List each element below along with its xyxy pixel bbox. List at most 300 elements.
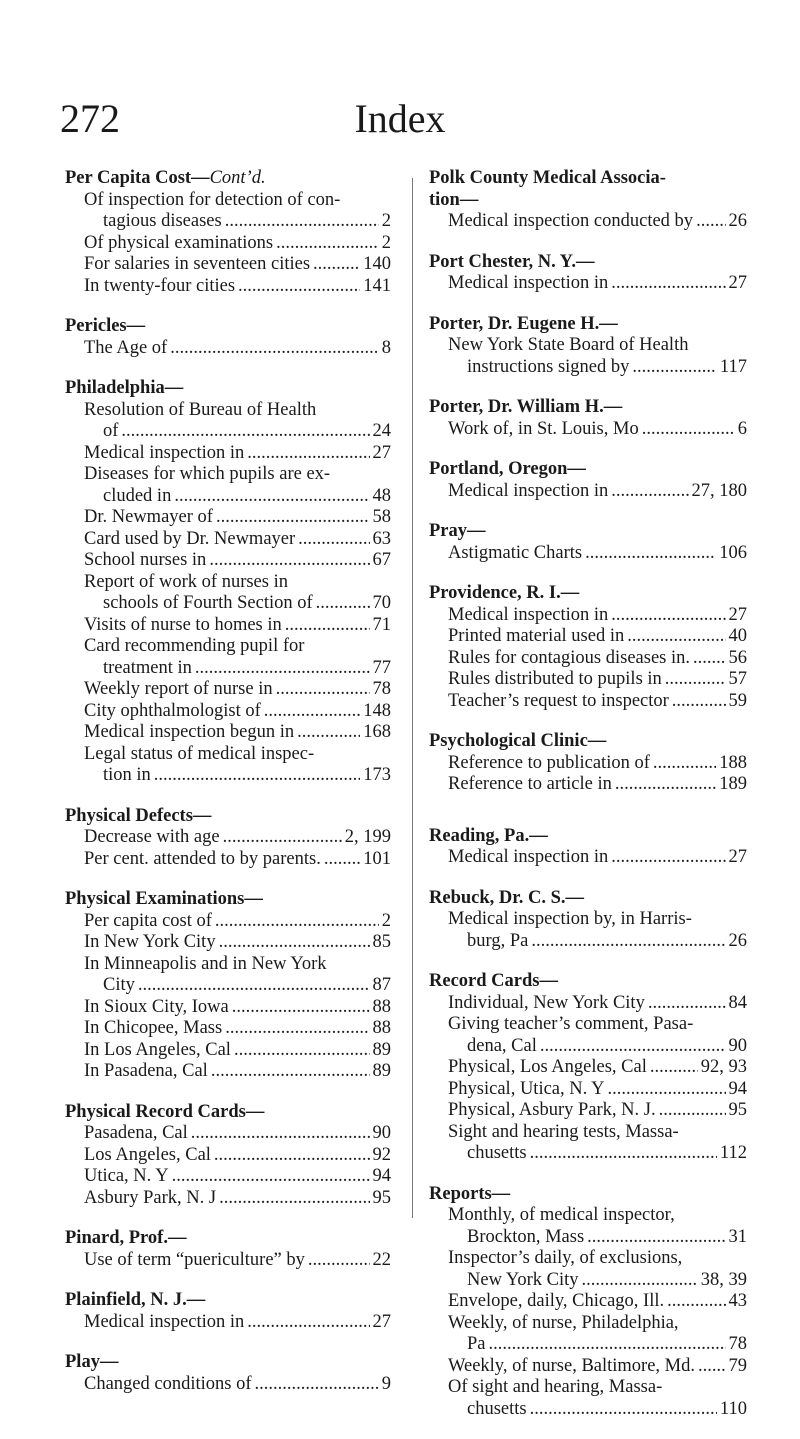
subentry-line (84, 765, 391, 787)
subentry-line (84, 1018, 391, 1040)
page-ref: 92 (372, 1144, 391, 1165)
entry-heading-text: Record Cards— (429, 971, 558, 991)
page-ref: 48 (372, 485, 391, 506)
subentry-text: Medical inspection in (448, 273, 609, 293)
page-ref: 106 (719, 542, 747, 563)
subentry-line (448, 1291, 747, 1313)
page-ref: 168 (363, 722, 391, 742)
subentry-text: Diseases for which pupils are ex- (84, 464, 331, 484)
leader-dots (297, 722, 360, 744)
subentry-line (448, 993, 747, 1015)
subentry-text: In New York City (84, 932, 216, 952)
subentry-line (84, 1061, 391, 1083)
subentry-line (448, 847, 747, 869)
entry-heading (429, 252, 747, 274)
page-ref: 9 (381, 1373, 391, 1394)
subentry-line (448, 211, 747, 233)
entry-subentries (429, 481, 747, 503)
leader-dots (255, 1374, 379, 1396)
entry-heading-text: Reports— (429, 1183, 511, 1204)
page-ref: 2 (381, 211, 391, 231)
leader-dots (174, 486, 369, 508)
page-ref: 90 (372, 1123, 391, 1143)
page-ref: 84 (728, 992, 747, 1013)
entry-heading-text: Plainfield, N. J.— (65, 1290, 206, 1310)
page-ref: 188 (719, 752, 747, 773)
index-entry (429, 314, 747, 379)
subentry-text: Visits of nurse to homes in (84, 614, 282, 635)
entry-heading (429, 826, 747, 848)
entry-subentries (429, 273, 747, 295)
entry-heading (65, 378, 391, 400)
entry-subentries (429, 847, 747, 869)
subentry-line (448, 1100, 747, 1122)
leader-dots (225, 1018, 369, 1040)
subentry-text: Physical, Utica, N. Y (448, 1078, 605, 1099)
subentry-text: Of sight and hearing, Massa- (448, 1377, 663, 1397)
subentry-line (448, 753, 747, 775)
page-ref: 92, 93 (700, 1057, 747, 1077)
leader-dots (216, 507, 370, 529)
page-ref: 101 (363, 848, 391, 869)
page-ref: 94 (372, 1166, 391, 1186)
subentry-line (84, 615, 391, 637)
page-ref: 57 (728, 669, 747, 689)
subentry-text: chusetts (467, 1143, 527, 1163)
entry-subentries (65, 1123, 391, 1209)
page-ref: 95 (372, 1187, 391, 1208)
leader-dots (540, 1036, 726, 1058)
leader-dots (531, 931, 725, 953)
subentry-line (84, 701, 391, 723)
index-column-right (429, 168, 747, 1439)
leader-dots (672, 691, 726, 713)
subentry-line-wrapped (84, 190, 391, 212)
subentry-text: In Pasadena, Cal (84, 1061, 208, 1081)
subentry-text: Individual, New York City (448, 992, 645, 1013)
subentry-line-wrapped (448, 1014, 747, 1036)
index-entry (429, 521, 747, 564)
leader-dots (285, 615, 370, 637)
leader-dots (316, 593, 370, 615)
subentry-line-wrapped (448, 1205, 747, 1227)
subentry-line (448, 1334, 747, 1356)
subentry-text: Pa (467, 1334, 486, 1354)
entry-heading-text: Providence, R. I.— (429, 583, 580, 603)
subentry-line (448, 626, 747, 648)
page-ref: 173 (363, 765, 391, 785)
subentry-text: Per capita cost of (84, 910, 212, 931)
leader-dots (211, 1061, 370, 1083)
page-ref: 70 (372, 593, 391, 613)
subentry-text: Use of term “puericulture” by (84, 1249, 305, 1270)
entry-subentries (429, 211, 747, 233)
subentry-text: Medical inspection by, in Harris- (448, 909, 692, 929)
page-ref: 94 (728, 1078, 747, 1099)
subentry-line (84, 932, 391, 954)
index-entry (65, 889, 391, 1083)
subentry-line-wrapped (448, 335, 747, 357)
subentry-text: tion in (103, 765, 151, 785)
subentry-line (84, 679, 391, 701)
subentry-line (84, 593, 391, 615)
subentry-line (84, 658, 391, 680)
subentry-text: School nurses in (84, 550, 207, 570)
entry-heading-continuation: tion— (429, 189, 479, 210)
leader-dots (530, 1143, 717, 1165)
subentry-text: Of physical examinations (84, 232, 274, 253)
leader-dots (219, 932, 370, 954)
leader-dots (225, 211, 379, 233)
leader-dots (215, 911, 379, 933)
subentry-line (84, 550, 391, 572)
page-ref: 88 (372, 996, 391, 1017)
subentry-text: Physical, Asbury Park, N. J. (448, 1100, 656, 1120)
page-header (0, 95, 800, 155)
entry-heading (429, 168, 747, 190)
entry-heading (429, 971, 747, 993)
leader-dots (587, 1227, 725, 1249)
index-entry (429, 888, 747, 953)
subentry-line (448, 1036, 747, 1058)
leader-dots (648, 993, 726, 1015)
subentry-text: New York State Board of Health (448, 335, 689, 355)
subentry-text: Sight and hearing tests, Massa- (448, 1121, 679, 1142)
index-entry (429, 252, 747, 295)
leader-dots (195, 658, 370, 680)
leader-dots (696, 211, 725, 233)
subentry-text: Astigmatic Charts (448, 542, 583, 563)
subentry-text: New York City (467, 1269, 579, 1290)
subentry-text: tagious diseases (103, 211, 222, 231)
subentry-text: Envelope, daily, Chicago, Ill. (448, 1291, 665, 1311)
subentry-line-wrapped (84, 572, 391, 594)
leader-dots (611, 847, 725, 869)
subentry-line (84, 1040, 391, 1062)
leader-dots (324, 849, 360, 871)
page-ref: 89 (372, 1061, 391, 1081)
subentry-line-wrapped (448, 1377, 747, 1399)
subentry-line (84, 1123, 391, 1145)
index-entry (65, 378, 391, 787)
entry-heading (65, 806, 391, 828)
leader-dots (665, 669, 726, 691)
subentry-line (84, 911, 391, 933)
subentry-text: Brockton, Mass (467, 1226, 585, 1247)
subentry-text: Los Angeles, Cal (84, 1144, 211, 1165)
entry-subentries (429, 1205, 747, 1420)
page-ref: 85 (372, 932, 391, 952)
entry-heading-text: Psychological Clinic— (429, 731, 607, 751)
subentry-text: burg, Pa (467, 930, 529, 951)
page-ref: 78 (372, 679, 391, 699)
entry-heading-text: Play— (65, 1352, 119, 1372)
subentry-text: In twenty-four cities (84, 275, 236, 296)
leader-dots (611, 481, 688, 503)
subentry-line (84, 486, 391, 508)
page-ref: 31 (728, 1226, 747, 1247)
leader-dots (298, 529, 369, 551)
entry-heading-text: Portland, Oregon— (429, 459, 586, 479)
entry-heading-text: Porter, Dr. Eugene H.— (429, 313, 618, 334)
entry-subentries (429, 909, 747, 952)
page-ref: 112 (719, 1143, 747, 1163)
column-divider (412, 178, 413, 1218)
entry-heading (429, 583, 747, 605)
subentry-line (84, 421, 391, 443)
subentry-text: Medical inspection in (448, 480, 609, 501)
page-ref: 22 (372, 1249, 391, 1270)
subentry-line (448, 648, 747, 670)
subentry-text: chusetts (467, 1398, 527, 1419)
leader-dots (611, 273, 725, 295)
page-ref: 6 (737, 418, 747, 439)
leader-dots (653, 753, 716, 775)
index-entry (429, 459, 747, 502)
subentry-line (84, 1374, 391, 1396)
page-ref: 77 (372, 657, 391, 678)
subentry-text: Pasadena, Cal (84, 1123, 188, 1143)
entry-heading (429, 731, 747, 753)
entry-heading (429, 314, 747, 336)
leader-dots (611, 605, 725, 627)
leader-dots (154, 765, 360, 787)
subentry-text: of (103, 421, 119, 441)
subentry-line (448, 691, 747, 713)
entry-heading-text: Pray— (429, 521, 486, 541)
leader-dots (585, 543, 716, 565)
leader-dots (667, 1291, 725, 1313)
index-entry (65, 316, 391, 359)
leader-dots (530, 1399, 717, 1421)
page-ref: 2 (381, 232, 391, 253)
subentry-line (448, 357, 747, 379)
subentry-line (448, 1270, 747, 1292)
entry-heading-text: Physical Examinations— (65, 889, 263, 909)
index-entry (65, 1290, 391, 1333)
entry-heading-text: Pericles— (65, 316, 146, 336)
subentry-line (448, 605, 747, 627)
leader-dots (608, 1079, 726, 1101)
subentry-text: In Sioux City, Iowa (84, 996, 229, 1017)
leader-dots (172, 1166, 370, 1188)
leader-dots (650, 1057, 698, 1079)
leader-dots (121, 421, 369, 443)
index-entry (429, 397, 747, 440)
page-ref: 189 (719, 774, 747, 794)
leader-dots (693, 648, 726, 670)
index-entry (65, 168, 391, 297)
subentry-text: City ophthalmologist of (84, 700, 261, 721)
entry-subentries (429, 543, 747, 565)
page-ref: 110 (719, 1398, 747, 1419)
subentry-line (448, 774, 747, 796)
page-ref: 27 (728, 604, 747, 625)
leader-dots (642, 419, 735, 441)
entry-subentries (429, 605, 747, 713)
entry-heading (429, 1184, 747, 1206)
subentry-line (84, 254, 391, 276)
index-column-left (65, 168, 391, 1414)
subentry-line-wrapped (448, 1122, 747, 1144)
entry-subentries (429, 753, 747, 796)
subentry-line (448, 1399, 747, 1421)
leader-dots (615, 774, 716, 796)
subentry-line-wrapped (448, 1248, 747, 1270)
entry-heading (65, 889, 391, 911)
page-ref: 26 (728, 930, 747, 951)
subentry-line-wrapped (448, 909, 747, 931)
page-ref: 58 (372, 507, 391, 527)
entry-subentries (65, 827, 391, 870)
subentry-text: instructions signed by (467, 356, 630, 377)
subentry-text: Legal status of medical inspec- (84, 743, 315, 764)
subentry-line (448, 273, 747, 295)
page-ref: 27 (372, 1311, 391, 1332)
subentry-line (84, 722, 391, 744)
leader-dots (632, 357, 717, 379)
subentry-line-wrapped (84, 744, 391, 766)
leader-dots (247, 1312, 369, 1334)
index-entry (429, 1184, 747, 1421)
page-ref: 8 (381, 337, 391, 358)
page-ref: 79 (728, 1355, 747, 1376)
page-ref: 67 (372, 550, 391, 570)
subentry-text: Medical inspection in (448, 847, 609, 867)
page-ref: 59 (728, 690, 747, 711)
subentry-line (84, 211, 391, 233)
subentry-text: Medical inspection in (448, 604, 609, 625)
entry-subentries (429, 335, 747, 378)
subentry-text: Card used by Dr. Newmayer (84, 528, 296, 549)
subentry-line (448, 669, 747, 691)
subentry-line (84, 233, 391, 255)
subentry-line (84, 1145, 391, 1167)
subentry-line (448, 481, 747, 503)
subentry-line (448, 543, 747, 565)
leader-dots (238, 276, 360, 298)
subentry-text: Medical inspection begun in (84, 722, 295, 742)
subentry-text: Weekly, of nurse, Baltimore, Md. (448, 1355, 696, 1376)
entry-subentries (65, 1250, 391, 1272)
entry-heading-text: Reading, Pa.— (429, 825, 548, 846)
subentry-line (84, 443, 391, 465)
subentry-text: Reference to publication of (448, 752, 650, 773)
subentry-line (84, 1250, 391, 1272)
subentry-line (84, 1188, 391, 1210)
leader-dots (232, 997, 370, 1019)
subentry-text: Card recommending pupil for (84, 636, 305, 656)
subentry-text: Dr. Newmayer of (84, 507, 213, 527)
subentry-text: Teacher’s request to inspector (448, 690, 669, 711)
subentry-line (448, 1057, 747, 1079)
index-entry (65, 1102, 391, 1210)
subentry-line (84, 849, 391, 871)
subentry-text: schools of Fourth Section of (103, 593, 313, 613)
subentry-text: In Chicopee, Mass (84, 1018, 223, 1038)
page-ref: 90 (728, 1035, 747, 1056)
entry-heading (429, 459, 747, 481)
page-ref: 26 (728, 211, 747, 231)
page-ref: 27 (728, 273, 747, 293)
page-ref: 56 (728, 647, 747, 668)
subentry-text: Medical inspection in (84, 1311, 245, 1332)
subentry-line (84, 975, 391, 997)
entry-subentries (429, 993, 747, 1165)
page-ref: 71 (372, 614, 391, 635)
subentry-line-wrapped (84, 954, 391, 976)
subentry-line (448, 1227, 747, 1249)
subentry-text: Resolution of Bureau of Health (84, 399, 317, 420)
page-ref: 40 (728, 626, 747, 646)
subentry-line-wrapped (84, 464, 391, 486)
subentry-line (84, 338, 391, 360)
subentry-text: Rules for contagious diseases in. (448, 647, 690, 668)
entry-heading-text: Physical Defects— (65, 805, 212, 826)
subentry-text: Report of work of nurses in (84, 571, 288, 592)
page-ref: 63 (372, 528, 391, 549)
index-entry (65, 1228, 391, 1271)
entry-heading (65, 1352, 391, 1374)
subentry-line (448, 1356, 747, 1378)
index-entry (65, 806, 391, 871)
page-ref: 141 (363, 275, 391, 296)
subentry-line (84, 1312, 391, 1334)
subentry-text: Rules distributed to pupils in (448, 669, 662, 689)
page-ref: 95 (728, 1100, 747, 1120)
subentry-text: treatment in (103, 657, 192, 678)
page-ref: 43 (728, 1291, 747, 1311)
page-ref: 24 (372, 421, 391, 441)
page-ref: 27 (728, 847, 747, 867)
subentry-line (448, 419, 747, 441)
subentry-line (84, 529, 391, 551)
entry-heading-text: Porter, Dr. William H.— (429, 397, 623, 417)
page-ref: 78 (728, 1334, 747, 1354)
entry-heading-text: Polk County Medical Associa- (429, 168, 666, 188)
subentry-line (84, 997, 391, 1019)
page-ref: 89 (372, 1039, 391, 1060)
entry-heading (429, 888, 747, 910)
entry-subentries (65, 1312, 391, 1334)
leader-dots (264, 701, 360, 723)
entry-heading (429, 397, 747, 419)
leader-dots (659, 1100, 726, 1122)
page-number: 272 (60, 96, 120, 141)
subentry-text: Medical inspection conducted by (448, 211, 694, 231)
subentry-text: Decrease with age (84, 827, 220, 847)
entry-heading-text: Pinard, Prof.— (65, 1228, 187, 1248)
subentry-text: Printed material used in (448, 626, 625, 646)
subentry-line-wrapped (84, 636, 391, 658)
subentry-text: Monthly, of medical inspector, (448, 1205, 675, 1225)
subentry-text: In Los Angeles, Cal (84, 1039, 231, 1060)
leader-dots (170, 338, 379, 360)
subentry-text: dena, Cal (467, 1035, 537, 1056)
subentry-text: Changed conditions of (84, 1373, 252, 1394)
subentry-line (448, 1143, 747, 1165)
page-ref: 140 (363, 254, 391, 274)
index-entry (429, 971, 747, 1165)
subentry-text: Physical, Los Angeles, Cal (448, 1057, 647, 1077)
subentry-line-wrapped (84, 400, 391, 422)
subentry-text: Weekly report of nurse in (84, 679, 273, 699)
index-entry (429, 583, 747, 712)
index-entry (65, 1352, 391, 1395)
subentry-text: Per cent. attended to by parents. (84, 848, 321, 869)
page-ref: 148 (363, 700, 391, 721)
entry-heading (65, 1290, 391, 1312)
